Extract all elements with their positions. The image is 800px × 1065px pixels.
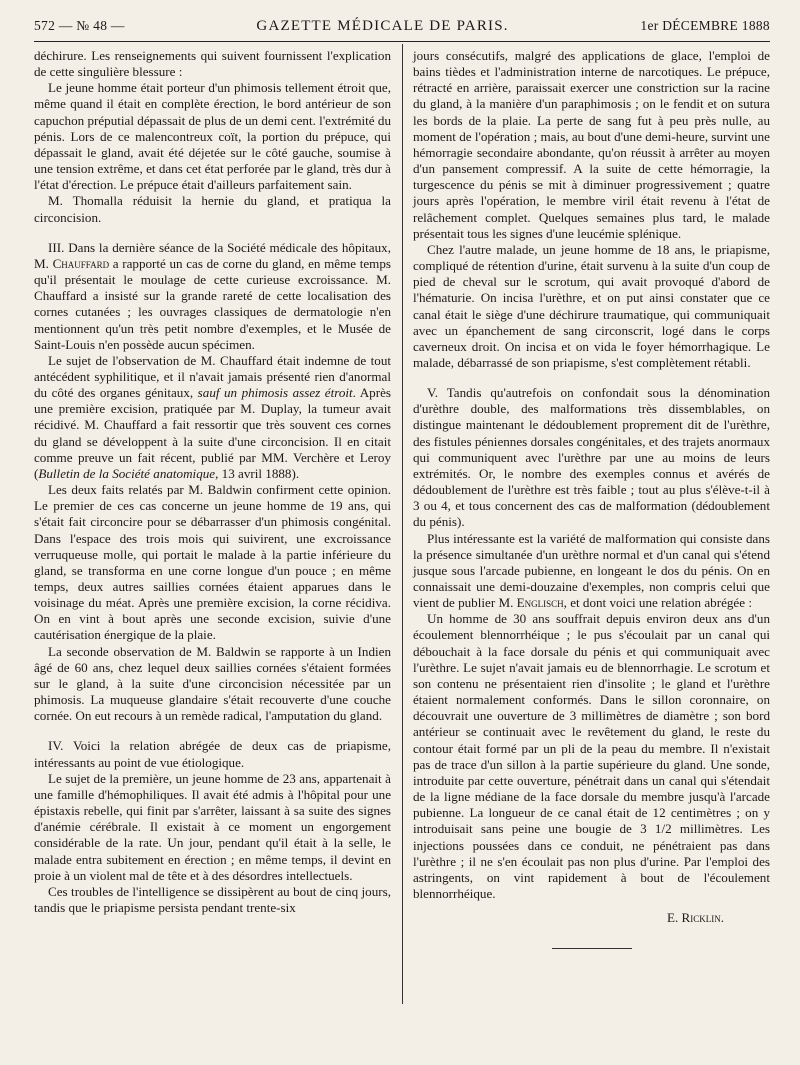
column-divider <box>402 44 403 1004</box>
journal-title: GAZETTE MÉDICALE DE PARIS. <box>256 18 509 34</box>
paragraph: Le jeune homme était porteur d'un phimosis tellement étroit que, même quand il était en complète érection, le bord antérieur de son capuchon préputial dépassait de plus de un demi cent. l'extrémité du pénis. Lors de ce malencontreux coït, la portion du prépuce, qui dépassait le gland, avait été déjetée sur le côté gauche, soumise à une tension extrême, et dans cet état perforée par le gland, très dur à l'état d'érection. Le prépuce était d'ailleurs parfaitement sain. <box>34 80 391 193</box>
page-number: 572 — № 48 — <box>34 18 125 33</box>
paragraph: Plus intéressante est la variété de malformation qui consiste dans la présence simultanée d'un urèthre normal et d'un canal qui s'étend jusque sous l'arcade pubienne, en longeant le dos du pénis. On en connaissait une demi-douzaine d'exemples, non compris celui que vient de publier M. Englisch, et dont voici une relation abrégée : <box>413 530 770 611</box>
paragraph: M. Thomalla réduisit la hernie du gland, et pratiqua la circoncision. <box>34 193 391 225</box>
paragraph: Le sujet de l'observation de M. Chauffard était indemne de tout antécédent syphilitique, et il n'avait jamais présenté rien d'anormal du côté des organes génitaux, sauf un phimosis assez étroit. Après une première excision, pratiquée par M. Duplay, la tumeur avait récidivé. M. Chauffard a fait ressortir que très souvent ces cornes du gland se développent à la suite d'une circoncision. Il en citait comme preuve un fait récent, publié par MM. Verchère et Leroy (Bulletin de la Société anatomique, 13 avril 1888). <box>34 352 391 481</box>
section-iii-paragraph: III. Dans la dernière séance de la Société médicale des hôpitaux, M. Chauffard a rapporté un cas de corne du gland, en même temps qu'il présentait le moulage de cette curieuse excroissance. M. Chauffard a insisté sur la grande rareté de cette localisation des cornes cutanées ; les ouvrages classiques de dermatologie n'en mentionnent qu'un très petit nombre d'exemples, et le Musée de Saint-Louis n'en possède aucun spécimen. <box>34 239 391 352</box>
section-v-paragraph: V. Tandis qu'autrefois on confondait sous la dénomination d'urèthre double, des malformations très dissemblables, on distingue maintenant le dédoublement proprement dit de l'urèthre, des fistules péniennes dorsales congénitales, et des trajets anormaux qui communiquent avec l'urèthre par une au moins de leurs extrémités. Or, le nombre des exemples connus et avérés de dédoublement de l'urèthre est très faible ; tout au plus s'élève-t-il à 3 ou 4, et tous concernent des cas de malformation (dédoublement du pénis). <box>413 385 770 530</box>
author-signature: E. Ricklin. <box>666 910 724 926</box>
paragraph: Les deux faits relatés par M. Baldwin confirment cette opinion. Le premier de ces cas concerne un jeune homme de 19 ans, qui s'était fait circoncire pour se débarrasser d'un phimosis congénital. Dans l'espace des trois mois qui suivirent, une excroissance verruqueuse molle, qui portait le malade à la partie inférieure du gland, se transforma en une corne longue d'un pouce ; en même temps, deux autres saillies cornées étaient apparues dans le voisinage du méat. Après une première excision, la corne récidiva. On en vint à bout après une seconde excision, suivie d'une cautérisation énergique de la plaie. <box>34 482 391 643</box>
right-column <box>401 48 770 949</box>
header-rule <box>34 41 770 42</box>
paragraph: déchirure. Les renseignements qui suivent fournissent l'explication de cette singulière blessure : <box>34 48 391 80</box>
section-iv-paragraph: IV. Voici la relation abrégée de deux cas de priapisme, intéressants au point de vue étiologique. <box>34 738 391 770</box>
page-header <box>34 18 770 35</box>
left-column <box>34 48 401 949</box>
paragraph: La seconde observation de M. Baldwin se rapporte à un Indien âgé de 60 ans, chez lequel deux saillies cornées s'étaient formées sur le gland, à la suite d'une circoncision nécessitée par un phimosis. La muqueuse glandaire s'était recouverte d'une couche cornée. On eut recours à un remède radical, l'amputation du gland. <box>34 643 391 724</box>
paragraph: jours consécutifs, malgré des applications de glace, l'emploi de bains tièdes et l'administration interne de narcotiques. Le prépuce, rétracté en arrière, paraissait exercer une constriction sur la racine du gland, à la manière d'un paraphimosis ; on le fendit et on sutura les bords de la plaie. La perte de sang fut à peu près nulle, au moment de l'opération ; mais, au bout d'une demi-heure, survint une hémorragie secondaire abondante, qu'on réussit à arrêter au moyen d'un pansement compressif. A la suite de cette hémorragie, la turgescence du pénis se mit à diminuer progressivement ; quatre jours après l'opération, le membre viril était revenu à l'état de relâchement complet. Quelques semaines plus tard, le malade présentait tous les signes d'une leucémie splénique. <box>413 48 770 241</box>
paragraph: Un homme de 30 ans souffrait depuis environ deux ans d'un écoulement blennorrhéique ; le pus s'écoulait par un canal qui débouchait à la face dorsale du pénis et qui communiquait avec l'urèthre. Le sujet n'avait jamais eu de blennorrhagie. Le scrotum et son contenu ne présentaient rien d'insolite ; le gland et l'urèthre étaient normalement conformés. Dans le sillon coronnaire, on découvrait une ouverture de 3 millimètres de diamètre ; son bord antérieur se continuait avec le revêtement du gland, le reste du contour était formé par un pli de la peau du membre. Il n'existait pas de trace d'un sillon à la partie supérieure du gland. Une sonde, introduite par cette ouverture, pénétrait dans un canal qui s'étendait de la ligne médiane de la face dorsale du membre jusqu'à l'arcade pubienne. La longueur de ce canal était de 12 centimètres ; on y introduisait sans peine une bougie de 3 1/2 millimètres. Les injections poussées dans ce conduit, ne pénétraient pas dans l'urèthre ; il ne s'en écoulait pas non plus d'urine. Par l'emploi des astringents, on vint rapidement à bout de l'écoulement blennorrhéique. <box>413 611 770 901</box>
text-columns <box>34 48 770 949</box>
paragraph: Ces troubles de l'intelligence se dissipèrent au bout de cinq jours, tandis que le priapisme persista pendant trente-six <box>34 883 391 915</box>
paragraph: Chez l'autre malade, un jeune homme de 18 ans, le priapisme, compliqué de rétention d'urine, était survenu à la suite d'un coup de pied de cheval sur le scrotum, qui avait provoqué d'abord de l'hématurie. On incisa l'urèthre, et on put ainsi constater que ce canal était le siège d'une déchirure traumatique, qui communiquait avec un épanchement de sang circonscrit, logé dans le corps caverneux droit. On incisa et on vida le foyer hémorrhagique. Le malade, débarrassé de son priapisme, s'est complètement rétabli. <box>413 241 770 370</box>
issue-date: 1er DÉCEMBRE 1888 <box>640 18 770 33</box>
paragraph: Le sujet de la première, un jeune homme de 23 ans, appartenait à une famille d'hémophiliques. Il avait été admis à l'hôpital pour une épistaxis rebelle, qui finit par s'arrêter, laissant à sa suite des signes d'anémie cérébrale. Il existait à ce moment un engorgement considérable de la rate. Un jour, pendant qu'il était à la selle, le malade entra subitement en érection ; en même temps, il devint en proie à un violent mal de tête et à des désordres intellectuels. <box>34 770 391 883</box>
end-rule <box>552 948 632 949</box>
